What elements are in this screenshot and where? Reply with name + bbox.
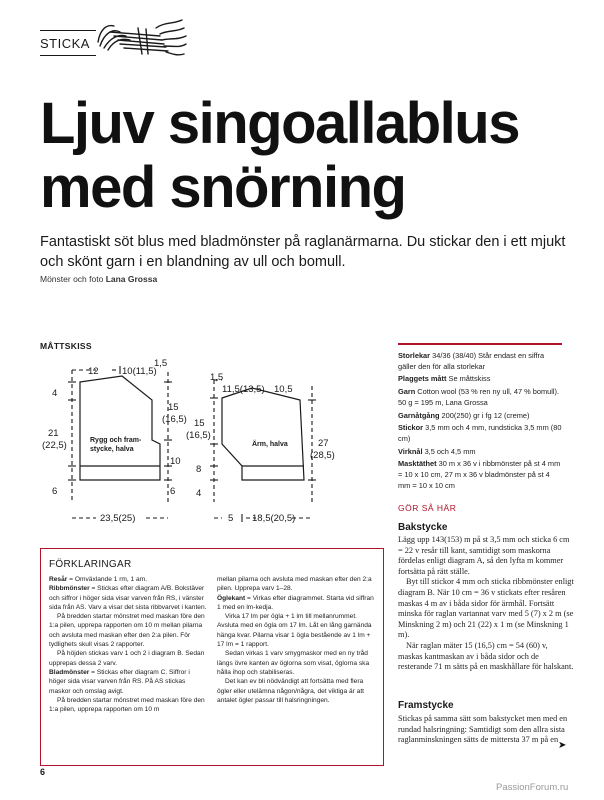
- explanation-paragraph: På höjden stickas varv 1 och 2 i diagram B. Sedan upprepas dessa 2 varv.: [49, 650, 205, 667]
- spec-term: Virknål: [398, 446, 423, 456]
- explanation-term: Bladmönster: [49, 668, 90, 676]
- spec-paragraph: Masktäthet 30 m x 36 v i ribbmönster på st 4 mm = 10 x 10 cm, 27 m x 36 v bladmönster på st 4 mm = 10 x 10 cm: [398, 459, 561, 490]
- page-number: 6: [40, 767, 46, 777]
- sleeve-label: Ärm, halva: [252, 441, 288, 448]
- spec-term: Garn: [398, 387, 416, 397]
- title-line-1: Ljuv singoallablus: [40, 91, 519, 156]
- credit-prefix: Mönster och foto: [40, 274, 104, 284]
- spec-paragraph: Garn Cotton wool (53 % ren ny ull, 47 % bomull). 50 g = 195 m, Lana Grossa: [398, 387, 560, 407]
- dim-sleeve-left-15: 15: [194, 418, 205, 429]
- spec-term: Masktäthet: [398, 459, 437, 469]
- continue-arrow-icon: ➤: [558, 740, 567, 751]
- spec-term: Stickor: [398, 423, 424, 433]
- dim-sleeve-left-8: 8: [196, 464, 202, 475]
- spec-list: [398, 343, 562, 493]
- body-label-2: stycke, halva: [90, 446, 134, 453]
- explanations-left-column: [49, 575, 207, 714]
- spec-paragraph: Plaggets mått Se måttskiss: [398, 374, 491, 384]
- spec-paragraph: Stickor 3,5 mm och 4 mm, rundsticka 3,5 mm (80 cm): [398, 423, 562, 443]
- dim-sleeve-right-27: 27: [318, 438, 329, 449]
- dim-body-top-mid: 10(11,5): [122, 366, 157, 377]
- explanation-paragraph: Ribbmönster = Stickas efter diagram A/B. Bokstäver och siffror i höger sida visar varven från RS, i vänster sida från AS. Varv a visar det sista ribbvarvet i kanten.: [49, 585, 207, 611]
- section-tag: [40, 30, 96, 56]
- spec-term: Storlekar: [398, 351, 431, 360]
- dim-body-bottom: 23,5(25): [100, 513, 136, 524]
- explanation-paragraph: Resår = Omväxlande 1 rm, 1 am.: [49, 576, 148, 583]
- credit-name: Lana Grossa: [105, 274, 158, 284]
- dim-body-left-22: (22,5): [42, 440, 67, 451]
- spec-paragraph: Virknål 3,5 och 4,5 mm: [398, 446, 476, 456]
- explanation-paragraph: På bredden startar mönstret med maskan före den 1:a pilen, upprepa rapporten om 10 m: [49, 696, 205, 714]
- spec-term: Plaggets mått: [398, 374, 447, 384]
- explanation-paragraph: mellan pilarna och avsluta med maskan efter den 2:a pilen. Upprepa varv 1–28.: [217, 576, 372, 593]
- spec-paragraph: Garnåtgång 200(250) gr i fg 12 (creme): [398, 410, 530, 420]
- dim-body-left-21: 21: [48, 428, 59, 439]
- explanations-box: [40, 548, 384, 766]
- dim-sleeve-bottom-mid: 18,5(20,5): [252, 513, 296, 524]
- title-line-2: med snörning: [40, 155, 406, 220]
- spec-paragraph: Storlekar 34/36 (38/40) Står endast en siffra gäller den för alla storlekar: [398, 351, 545, 371]
- explanation-paragraph: Öglekant = Virkas efter diagrammet. Starta vid siffran 1 med en lm-kedja.: [217, 594, 374, 611]
- back-instruction-paragraph: När raglan mäter 15 (16,5) cm = 54 (60) v, maskas kantmaskan av i båda sidor och de resterande 71 m sätts på en maskhållare för halskant.: [398, 640, 574, 672]
- dim-sleeve-top-15: 1,5: [210, 372, 224, 383]
- dim-sleeve-bottom-5: 5: [228, 513, 234, 524]
- dim-body-right-10: 10: [170, 456, 181, 467]
- lead-paragraph: Fantastiskt söt blus med bladmönster på raglanärmarna. Du stickar den i ett mjukt och skönt garn i en blandning av ull och bomull.: [40, 234, 566, 270]
- body-label-1: Rygg och fram-: [90, 437, 142, 444]
- explanations-right-column: [217, 575, 375, 705]
- back-piece-text: [398, 535, 574, 673]
- explanation-paragraph: Sedan virkas 1 varv smygmaskor med en ny tråd längs övre kanten av öglorna som visat, öglorna ska hålla ihop och stabiliseras.: [217, 650, 370, 676]
- sleeve-piece: [222, 388, 304, 480]
- explanation-term: Öglekant: [217, 594, 246, 602]
- dim-sleeve-left-4: 4: [196, 488, 202, 499]
- dim-body-top-left: 12: [88, 366, 99, 377]
- dim-body-left-4: 4: [52, 388, 58, 399]
- measurement-sketch: [36, 352, 376, 532]
- back-piece-heading: Bakstycke: [398, 522, 448, 533]
- watermark: PassionForum.ru: [496, 782, 569, 793]
- spec-term: Garnåtgång: [398, 410, 440, 420]
- back-instruction-paragraph: Byt till stickor 4 mm och sticka ribbmönster enligt diagram B. När 10 cm = 36 v stickats efter resåren maskas 4 m av i båda sidor för ärmhål. Fortsätt minska för raglan vartannat varv med 5 (7) x 2 m (se Minskning 2 m) och 21 (22) x 1 m (se Minskning 1 m).: [398, 577, 574, 640]
- yarn-skein-icon: [90, 14, 190, 58]
- credit-line: [40, 274, 157, 284]
- front-piece-text: Stickas på samma sätt som bakstycket men med en rundad halsringning: Samtidigt som den allra sista raglanminskningen sätts de mittersta 37 m på en: [398, 714, 568, 745]
- back-instruction-paragraph: Lägg upp 143(153) m på st 3,5 mm och sticka 6 cm = 22 v resår till kant, samtidigt som maskorna fördelas enligt diagram A, så den lyfta m kommer fortsätta på rätt ställe.: [398, 535, 570, 576]
- explanation-paragraph: Virka 17 lm per ögla + 1 lm till mellanrummet. Avsluta med en ögla om 17 lm. Låt en lång garnända hänga kvar. Pilarna visar 1 ögla bestående av 1 lm + 17 lm = 1 rapport.: [217, 613, 372, 649]
- dim-body-right-16: (16,5): [162, 414, 187, 425]
- page-title: [40, 92, 580, 220]
- explanation-paragraph: Det kan ev bli nödvändigt att fortsätta med flera ögler eller utelämna någon/några, det viktiga är att antalet ögler passar till halsringningen.: [217, 678, 364, 704]
- section-label: STICKA: [40, 36, 90, 51]
- body-piece: [80, 376, 160, 480]
- explanation-term: Ribbmönster: [49, 585, 90, 593]
- dim-body-top-right: 1,5: [154, 358, 168, 369]
- dim-sleeve-left-16: (16,5): [186, 430, 211, 441]
- dim-sleeve-top-right: 10,5: [274, 384, 293, 395]
- explanation-paragraph: På bredden startar mönstret med maskan före den 1:a pilen, upprepa rapporten om 10 m mellan pilarna och avsluta med maskan efter den 2:a pilen. För tydlighets skull visas 2 rapporter.: [49, 613, 205, 649]
- dim-body-right-15: 15: [168, 402, 179, 413]
- dim-sleeve-top-mid: 11,5(13,5): [222, 384, 265, 395]
- howto-heading: GÖR SÅ HÄR: [398, 503, 457, 513]
- explanation-term: Resår: [49, 576, 68, 583]
- front-piece-heading: Framstycke: [398, 700, 454, 711]
- dim-body-right-6: 6: [170, 486, 176, 497]
- dim-sleeve-right-28: (28,5): [310, 450, 335, 461]
- explanations-title: FÖRKLARINGAR: [49, 559, 132, 570]
- dim-body-left-6: 6: [52, 486, 58, 497]
- explanation-paragraph: Bladmönster = Stickas efter diagram C. Siffror i höger sida visar varven från RS. På AS stickas maskor och omslag avigt.: [49, 668, 190, 695]
- sketch-heading: MÅTTSKISS: [40, 341, 92, 351]
